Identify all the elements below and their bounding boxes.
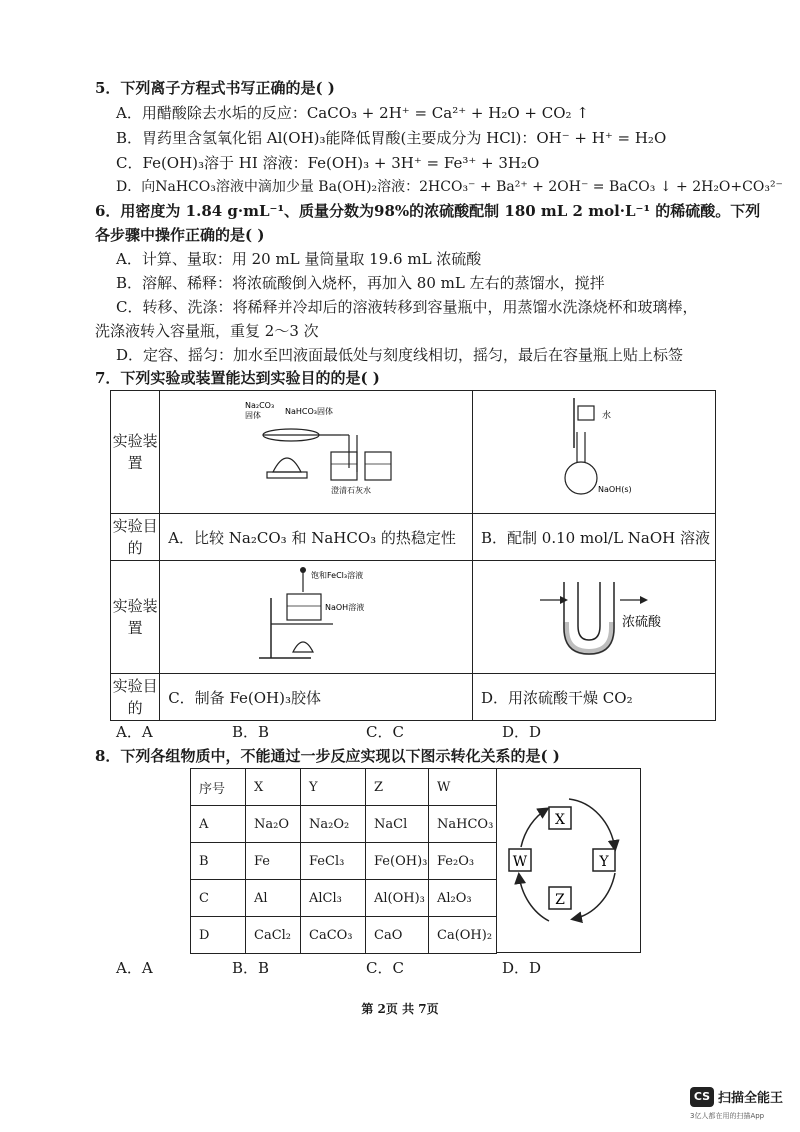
q7-row-devices-cd — [111, 561, 716, 674]
q6-option-c-line2: 洗涤液转入容量瓶，重复 2～3 次 — [95, 322, 319, 340]
q5-stem: 5．下列离子方程式书写正确的是( ) — [95, 79, 335, 97]
q5-option-c: C．Fe(OH)₃溶于 HI 溶液：Fe(OH)₃ + 3H⁺ = Fe³⁺ + 3H₂O — [116, 154, 540, 172]
q7-row-purposes-cd — [111, 674, 716, 721]
q7-answer-d: D．D — [502, 723, 542, 741]
q8-stem: 8．下列各组物质中，不能通过一步反应实现以下图示转化关系的是( ) — [95, 747, 560, 765]
cell-d-y: CaCO₃ — [301, 917, 366, 954]
row-label-device: 实验装置 — [111, 391, 160, 514]
camscanner-brand: 扫描全能王 — [718, 1091, 784, 1106]
apparatus-a-diagram — [161, 392, 467, 508]
label-nahco3: NaHCO₃固体 — [285, 407, 334, 416]
cell-b-y: FeCl₃ — [301, 843, 366, 880]
q7-row-purposes-ab — [111, 514, 716, 561]
q8-group-table — [190, 768, 497, 954]
q5-option-a: A．用醋酸除去水垢的反应：CaCO₃ + 2H⁺ = Ca²⁺ + H₂O + CO₂ ↑ — [116, 104, 589, 122]
apparatus-b-diagram — [474, 392, 714, 508]
label-solid: 固体 — [245, 411, 262, 420]
q7-purpose-b: B．配制 0.10 mol/L NaOH 溶液 — [473, 514, 716, 561]
cell-a-y: Na₂O₂ — [301, 806, 366, 843]
q7-purpose-c: C．制备 Fe(OH)₃胶体 — [160, 674, 473, 721]
header-y: Y — [301, 769, 366, 806]
page-footer: 第 2页 共 7页 — [361, 1002, 439, 1016]
apparatus-d-diagram — [474, 562, 714, 668]
q5-option-d: D．向NaHCO₃溶液中滴加少量 Ba(OH)₂溶液：2HCO₃⁻ + Ba²⁺ + 2OH⁻ = BaCO₃ ↓ + 2H₂O+CO₃²⁻ — [116, 179, 783, 195]
q6-stem-line1: 6．用密度为 1.84 g·mL⁻¹、质量分数为98%的浓硫酸配制 180 mL 2 mol·L⁻¹ 的稀硫酸。下列 — [95, 202, 761, 220]
cycle-node-w: W — [512, 854, 528, 870]
cell-a-x: Na₂O — [246, 806, 301, 843]
header-x: X — [246, 769, 301, 806]
camscanner-tagline: 3亿人都在用的扫描App — [690, 1112, 765, 1120]
q8-answer-a: A．A — [116, 959, 153, 977]
cycle-node-z: Z — [555, 892, 565, 908]
q7-answer-a: A．A — [116, 723, 153, 741]
cycle-node-y: Y — [599, 854, 609, 870]
q8-answer-c: C．C — [366, 959, 404, 977]
cell-a-w: NaHCO₃ — [429, 806, 497, 843]
q7-purpose-a: A．比较 Na₂CO₃ 和 NaHCO₃ 的热稳定性 — [160, 514, 473, 561]
cycle-diagram — [497, 769, 640, 952]
cell-c-w: Al₂O₃ — [429, 880, 497, 917]
cell-a-z: NaCl — [366, 806, 429, 843]
label-conc-acid: 浓硫酸 — [622, 615, 662, 630]
cell-a-index: A — [191, 806, 246, 843]
q7-figure-c — [160, 561, 473, 674]
q7-figure-b — [473, 391, 716, 514]
q8-answer-b: B．B — [232, 959, 270, 977]
q8-row-b — [191, 843, 497, 880]
cell-b-index: B — [191, 843, 246, 880]
row-label-device-2: 实验装置 — [111, 561, 160, 674]
camscanner-logo-icon: CS — [690, 1087, 714, 1107]
cell-d-w: Ca(OH)₂ — [429, 917, 497, 954]
q8-row-d — [191, 917, 497, 954]
row-label-purpose: 实验目的 — [111, 514, 160, 561]
cell-d-x: CaCl₂ — [246, 917, 301, 954]
header-w: W — [429, 769, 497, 806]
q7-purpose-d: D．用浓硫酸干燥 CO₂ — [473, 674, 716, 721]
label-naoh-solution: NaOH溶液 — [325, 603, 365, 612]
cell-c-x: Al — [246, 880, 301, 917]
q7-answer-c: C．C — [366, 723, 404, 741]
label-na2co3: Na₂CO₃ — [245, 401, 275, 410]
q7-experiment-table — [110, 390, 716, 721]
cell-c-y: AlCl₃ — [301, 880, 366, 917]
q6-option-c-line1: C．转移、洗涤：将稀释并冷却后的溶液转移到容量瓶中，用蒸馏水洗涤烧杯和玻璃棒， — [116, 298, 698, 316]
header-index: 序号 — [191, 769, 246, 806]
q7-figure-d — [473, 561, 716, 674]
q7-answer-b: B．B — [232, 723, 270, 741]
label-limewater: 澄清石灰水 — [331, 486, 372, 495]
q6-stem-line2: 各步骤中操作正确的是( ) — [95, 226, 265, 244]
header-z: Z — [366, 769, 429, 806]
cell-d-z: CaO — [366, 917, 429, 954]
cell-c-index: C — [191, 880, 246, 917]
q7-figure-a — [160, 391, 473, 514]
label-fecl3: 饱和FeCl₃溶液 — [311, 571, 364, 580]
q8-answer-d: D．D — [502, 959, 542, 977]
q8-header-row — [191, 769, 497, 806]
cell-b-w: Fe₂O₃ — [429, 843, 497, 880]
cell-c-z: Al(OH)₃ — [366, 880, 429, 917]
cell-b-z: Fe(OH)₃ — [366, 843, 429, 880]
cell-b-x: Fe — [246, 843, 301, 880]
q6-option-d: D．定容、摇匀：加水至凹液面最低处与刻度线相切，摇匀，最后在容量瓶上贴上标签 — [116, 346, 684, 364]
cell-d-index: D — [191, 917, 246, 954]
q5-option-b: B．胃药里含氢氧化铝 Al(OH)₃能降低胃酸(主要成分为 HCl)：OH⁻ + H⁺ = H₂O — [116, 129, 667, 147]
label-naoh-solid: NaOH(s) — [598, 485, 632, 494]
q8-row-c — [191, 880, 497, 917]
q6-option-b: B．溶解、稀释：将浓硫酸倒入烧杯，再加入 80 mL 左右的蒸馏水，搅拌 — [116, 274, 605, 292]
q7-stem: 7．下列实验或装置能达到实验目的的是( ) — [95, 369, 380, 387]
cycle-node-x: X — [555, 812, 565, 828]
apparatus-c-diagram — [161, 562, 467, 668]
q8-row-a — [191, 806, 497, 843]
q8-cycle-diagram-cell — [497, 768, 641, 953]
row-label-purpose-2: 实验目的 — [111, 674, 160, 721]
q6-option-a: A．计算、量取：用 20 mL 量筒量取 19.6 mL 浓硫酸 — [116, 250, 482, 268]
q7-row-devices-ab — [111, 391, 716, 514]
label-water: 水 — [602, 411, 612, 421]
